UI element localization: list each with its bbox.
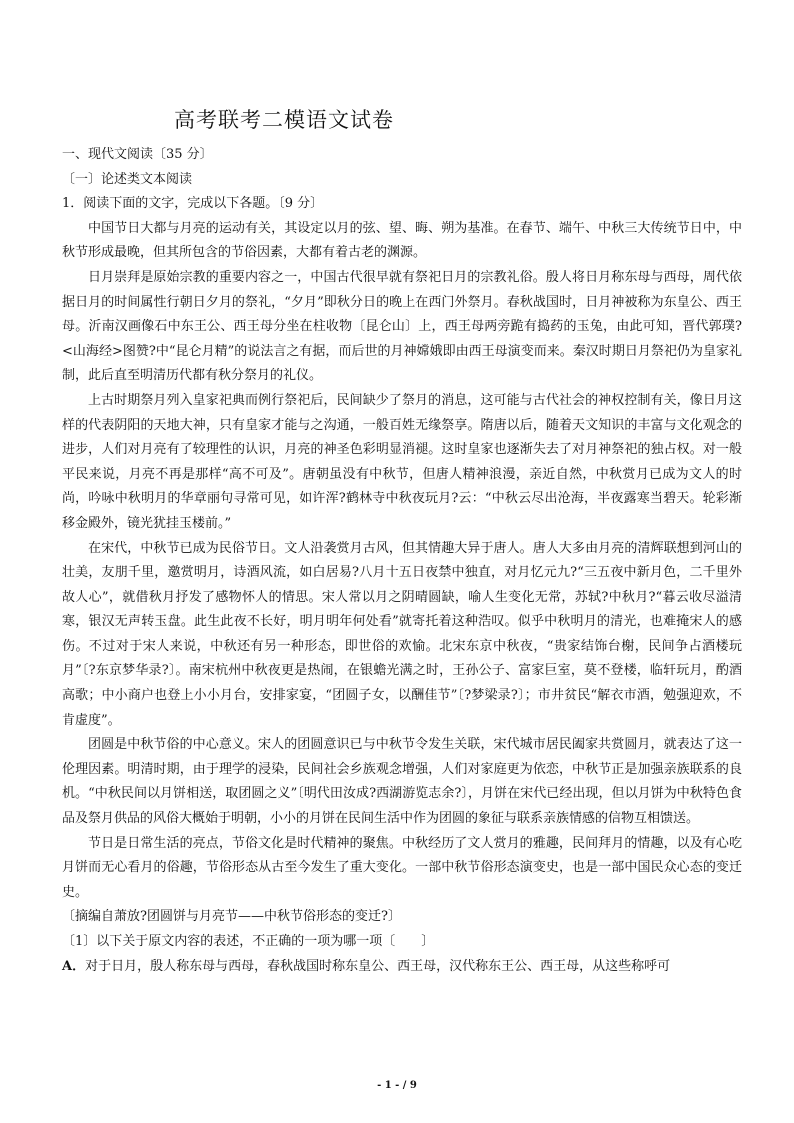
paragraph: 中国节日大都与月亮的运动有关，其设定以月的弦、望、晦、朔为基准。在春节、端午、中秋三大传统节日中，中秋节形成最晚，但其所包含的节俗因素，大都有着古老的渊源。 xyxy=(62,220,742,261)
paragraph: 上古时期祭月列入皇家祀典而例行祭祀后，民间缺少了祭月的消息，这可能与古代社会的神权控制有关，像日月这样的代表阴阳的天地大神，只有皇家才能与之沟通，一般百姓无缘祭享。隋唐以后，随着天文知识的丰富与文化观念的进步，人们对月亮有了较理性的认识，月亮的神圣色彩明显消褪。这时皇家也逐渐失去了对月神祭祀的独占权。对一般平民来说，月亮不再是那样“高不可及”。唐朝虽没有中秋节，但唐人精神浪漫，亲近自然，中秋赏月已成为文人的时尚，吟咏中秋明月的华章丽句寻常可见，如许浑?鹤林寺中秋夜玩月?云：“中秋云尽出沧海，半夜露寒当碧天。轮彩渐移金殿外，镜光犹挂玉楼前。” xyxy=(62,392,742,531)
subsection-heading: 〔一〕论述类文本阅读 xyxy=(62,171,193,187)
paragraph: 日月崇拜是原始宗教的重要内容之一，中国古代很早就有祭祀日月的宗教礼俗。殷人将日月称东母与西母，周代依据日月的时间属性行朝日夕月的祭礼，“夕月”即秋分日的晚上在西门外祭月。春秋战国时，日月神被称为东皇公、西王母。沂南汉画像石中东王公、西王母分坐在柱收物〔昆仑山〕上，西王母两旁跪有捣药的玉兔，由此可知，晋代郭璞?<山海经>图赞?中“昆仑月精”的说法言之有据，而后世的月神嫦娥即由西王母演变而来。秦汉时期日月祭祀仍为皇家礼制，此后直至明清历代都有秋分祭月的礼仪。 xyxy=(62,269,742,384)
page-number: - 1 - / 9 xyxy=(377,1080,417,1091)
paragraph: 在宋代，中秋节已成为民俗节日。文人沿袭赏月古风，但其情趣大异于唐人。唐人大多由月亮的清辉联想到河山的壮美，友朋千里，邀赏明月，诗酒风流，如白居易?八月十五日夜禁中独直，对月忆元九?“三五夜中新月色，二千里外故人心”，就借秋月抒发了感物怀人的情思。宋人常以月之阴晴圆缺，喻人生变化无常，苏轼?中秋月?“暮云收尽溢清寒，银汉无声转玉盘。此生此夜不长好，明月明年何处看”就寄托着这种浩叹。似乎中秋明月的清光，也难掩宋人的感伤。不过对于宋人来说，中秋还有另一种形态，即世俗的欢愉。北宋东京中秋夜，“贵家结饰台榭，民间争占酒楼玩月”〔?东京梦华录?〕。南宋杭州中秋夜更是热闹，在银蟾光满之时，王孙公子、富家巨室，莫不登楼，临轩玩月，酌酒高歌；中小商户也登上小小月台，安排家宴，“团圆子女，以酬佳节”〔?梦梁录?〕；市井贫民“解衣市酒，勉强迎欢，不肯虚度”。 xyxy=(62,540,742,728)
page-title: 高考联考二模语文试卷 xyxy=(174,108,394,132)
answer-option-a xyxy=(62,955,742,980)
question-prompt: 1．阅读下面的文字，完成以下各题。〔9 分〕 xyxy=(62,196,324,212)
option-text: 对于日月，殷人称东母与西母，春秋战国时称东皇公、西王母，汉代称东王公、西王母，从这些称呼可 xyxy=(85,958,671,974)
source-citation: 〔摘编自萧放?团圆饼与月亮节——中秋节俗形态的变迁?〕 xyxy=(62,909,401,925)
option-label: A． xyxy=(62,958,86,974)
paragraph: 团圆是中秋节俗的中心意义。宋人的团圆意识已与中秋节令发生关联，宋代城市居民阖家共赏圆月，就表达了这一伦理因素。明清时期，由于理学的浸染，民间社会乡族观念增强，人们对家庭更为依恋，中秋节正是加强亲族联系的良机。“中秋民间以月饼相送，取团圆之义”〔明代田汝成?西湖游览志余?〕，月饼在宋代已经出现，但以月饼为中秋特色食品及祭月供品的风俗大概始于明朝，小小的月饼在民间生活中作为团圆的象征与联系亲族情感的信物互相馈送。 xyxy=(62,737,742,827)
sub-question: 〔1〕以下关于原文内容的表述，不正确的一项为哪一项〔 〕 xyxy=(62,934,435,949)
document-body xyxy=(62,143,742,979)
paragraph: 节日是日常生活的亮点，节俗文化是时代精神的聚焦。中秋经历了文人赏月的雅趣，民间拜月的情趣，以及有心吃月饼而无心看月的俗趣，节俗形态从古至今发生了重大变化。一部中秋节俗形态演变史，也是一部中国民众心态的变迁史。 xyxy=(62,835,742,900)
section-heading: 一、现代文阅读〔35 分〕 xyxy=(62,147,213,162)
